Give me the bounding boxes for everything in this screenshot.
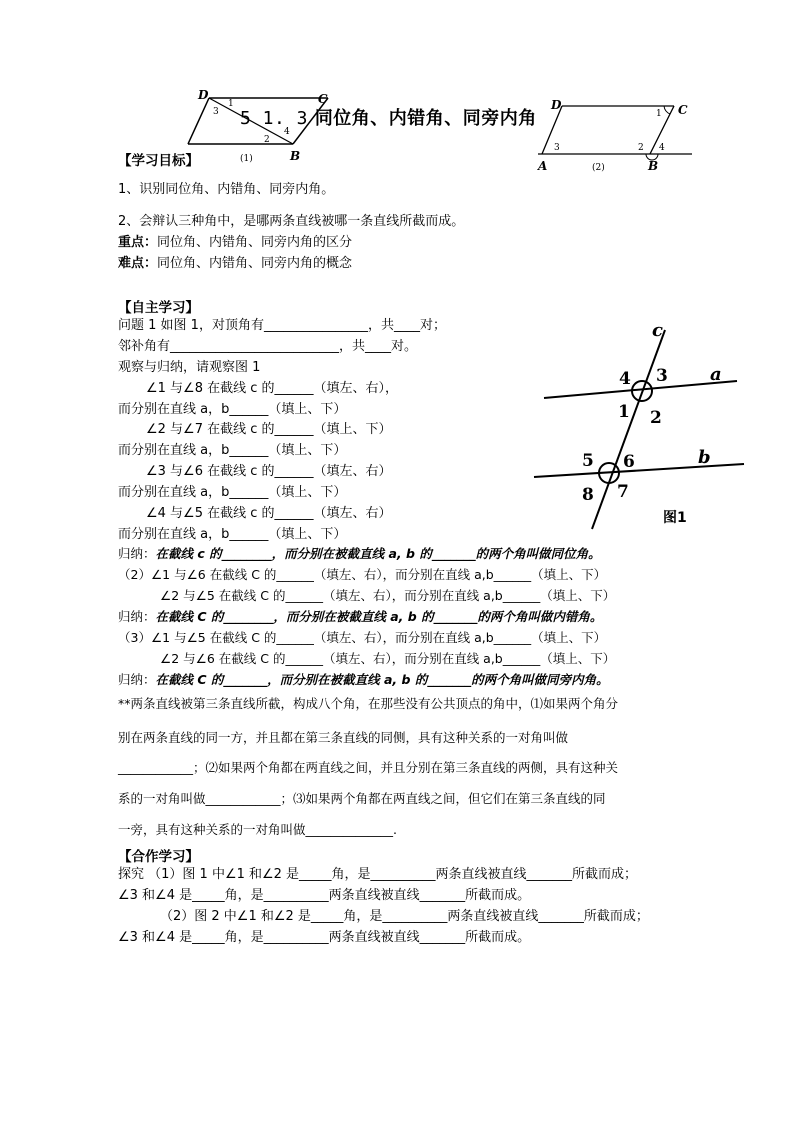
row-4b: 而分别在直线 a，b______（填上、下）	[118, 527, 347, 542]
paragraph-line-3: ____________；⑵如果两个角都在两直线之间，并且分别在第三条直线的两侧，具有这种关	[118, 760, 619, 775]
coop-heading: 【合作学习】	[118, 849, 199, 865]
part-3a: （3）∠1 与∠5 在截线 C 的______（填左、右），而分别在直线 a,b______（填上、下）	[118, 630, 607, 645]
difficult-point	[118, 255, 352, 272]
question-1: 问题 1 如图 1，对顶角有________________，共____对；	[118, 318, 446, 333]
summary-2	[118, 609, 602, 625]
observe-text: 观察与归纳，请观察图 1	[118, 360, 261, 375]
angle-3-label: 3	[554, 143, 560, 153]
angle-2-label: 2	[264, 135, 270, 145]
figure-caption: (2)	[592, 163, 605, 173]
row-2b: 而分别在直线 a，b______（填上、下）	[118, 443, 347, 458]
goals-heading: 【学习目标】	[118, 153, 199, 169]
row-1a: ∠1 与∠8 在截线 c 的______（填左、右），	[146, 381, 399, 396]
figure-caption: (1)	[240, 154, 253, 164]
figure-1-transversal	[530, 318, 755, 533]
difficult-label: 难点：	[118, 256, 158, 271]
paragraph-line-1: **两条直线被第三条直线所截，构成八个角，在那些没有公共顶点的角中，⑴如果两个角分	[118, 696, 619, 711]
line-b-label: b	[698, 447, 711, 468]
angle-3-label: 3	[656, 366, 668, 386]
line-a-label: a	[710, 364, 722, 385]
vertex-c-label: C	[678, 103, 688, 117]
paragraph-line-4: 系的一对角叫做____________；⑶如果两个角都在两直线之间，但它们在第三条直线的同	[118, 791, 606, 806]
part-2a: （2）∠1 与∠6 在截线 C 的______（填左、右），而分别在直线 a,b______（填上、下）	[118, 567, 607, 582]
angle-8-label: 8	[582, 485, 594, 505]
angle-2-label: 2	[638, 143, 644, 153]
angle-4-label: 4	[659, 143, 665, 153]
paragraph-line-2: 别在两条直线的同一方，并且都在第三条直线的同侧，具有这种关系的一对角叫做	[118, 730, 569, 745]
angle-6-label: 6	[623, 452, 635, 472]
row-3b: 而分别在直线 a，b______（填上、下）	[118, 485, 347, 500]
angle-1-label: 1	[656, 109, 662, 119]
part-3b: ∠2 与∠6 在截线 C 的______（填左、右），而分别在直线 a,b______（填上、下）	[160, 651, 616, 666]
angle-4-label: 4	[284, 127, 290, 137]
page-title	[240, 104, 537, 130]
summary-1-text: 在截线 c 的________，而分别在被截直线 a, b 的_______的两个角叫做同位角。	[155, 546, 601, 561]
vertex-d-label: D	[198, 88, 209, 102]
paragraph-line-5: 一旁，具有这种关系的一对角叫做______________.	[118, 822, 397, 837]
summary-1-label: 归纳：	[118, 546, 156, 561]
summary-1	[118, 546, 601, 562]
vertex-a-label: A	[538, 159, 548, 173]
summary-3	[118, 672, 609, 688]
angle-4-label: 4	[619, 369, 631, 389]
figure-2-parallelogram	[534, 98, 694, 176]
vertex-c-label: C	[318, 92, 328, 106]
angle-1-label: 1	[618, 402, 630, 422]
summary-3-label: 归纳：	[118, 672, 156, 687]
summary-3-text: 在截线 C 的_______，而分别在被截直线 a, b 的_______的两个角叫做同旁内角。	[155, 672, 609, 687]
key-point	[118, 234, 352, 251]
row-3a: ∠3 与∠6 在截线 c 的______（填左、右）	[146, 464, 392, 479]
key-label: 重点：	[118, 235, 158, 250]
angle-2-label: 2	[650, 408, 662, 428]
vertex-d-label: D	[551, 98, 562, 112]
goal-2: 2、会辩认三种角中，是哪两条直线被哪一条直线所截而成。	[118, 214, 465, 229]
explore-4: ∠3 和∠4 是_____角，是__________两条直线被直线_______所截而成。	[118, 930, 531, 945]
angle-3-label: 3	[213, 107, 219, 117]
summary-2-label: 归纳：	[118, 609, 156, 624]
vertex-b-label: B	[290, 149, 301, 163]
angle-1-label: 1	[228, 99, 234, 109]
summary-2-text: 在截线 C 的________，而分别在被截直线 a, b 的_______的两个角叫做内错角。	[155, 609, 603, 624]
row-2a: ∠2 与∠7 在截线 c 的______（填上、下）	[146, 422, 392, 437]
difficult-text: 同位角、内错角、同旁内角的概念	[157, 256, 353, 271]
figure-caption: 图1	[663, 510, 687, 526]
explore-2: ∠3 和∠4 是_____角，是__________两条直线被直线_______所截而成。	[118, 888, 531, 903]
explore-1: 探究 （1）图 1 中∠1 和∠2 是_____角，是__________两条直线被直线_______所截而成；	[118, 867, 638, 882]
line-c-label: c	[652, 320, 663, 341]
title-number: 5 1. 3	[240, 108, 309, 129]
vertex-b-label: B	[648, 159, 659, 173]
row-4a: ∠4 与∠5 在截线 c 的______（填左、右）	[146, 506, 392, 521]
self-study-heading: 【自主学习】	[118, 300, 199, 316]
key-text: 同位角、内错角、同旁内角的区分	[157, 235, 353, 250]
row-1b: 而分别在直线 a，b______（填上、下）	[118, 402, 347, 417]
part-2b: ∠2 与∠5 在截线 C 的______（填左、右），而分别在直线 a,b______（填上、下）	[160, 588, 616, 603]
angle-5-label: 5	[582, 451, 594, 471]
question-1-cont: 邻补角有__________________________，共____对。	[118, 339, 418, 354]
goal-1: 1、识别同位角、内错角、同旁内角。	[118, 182, 335, 197]
title-text: 同位角、内错角、同旁内角	[314, 108, 537, 129]
angle-7-label: 7	[617, 482, 629, 502]
explore-3: （2）图 2 中∠1 和∠2 是_____角，是__________两条直线被直线_______所截而成；	[160, 909, 649, 924]
